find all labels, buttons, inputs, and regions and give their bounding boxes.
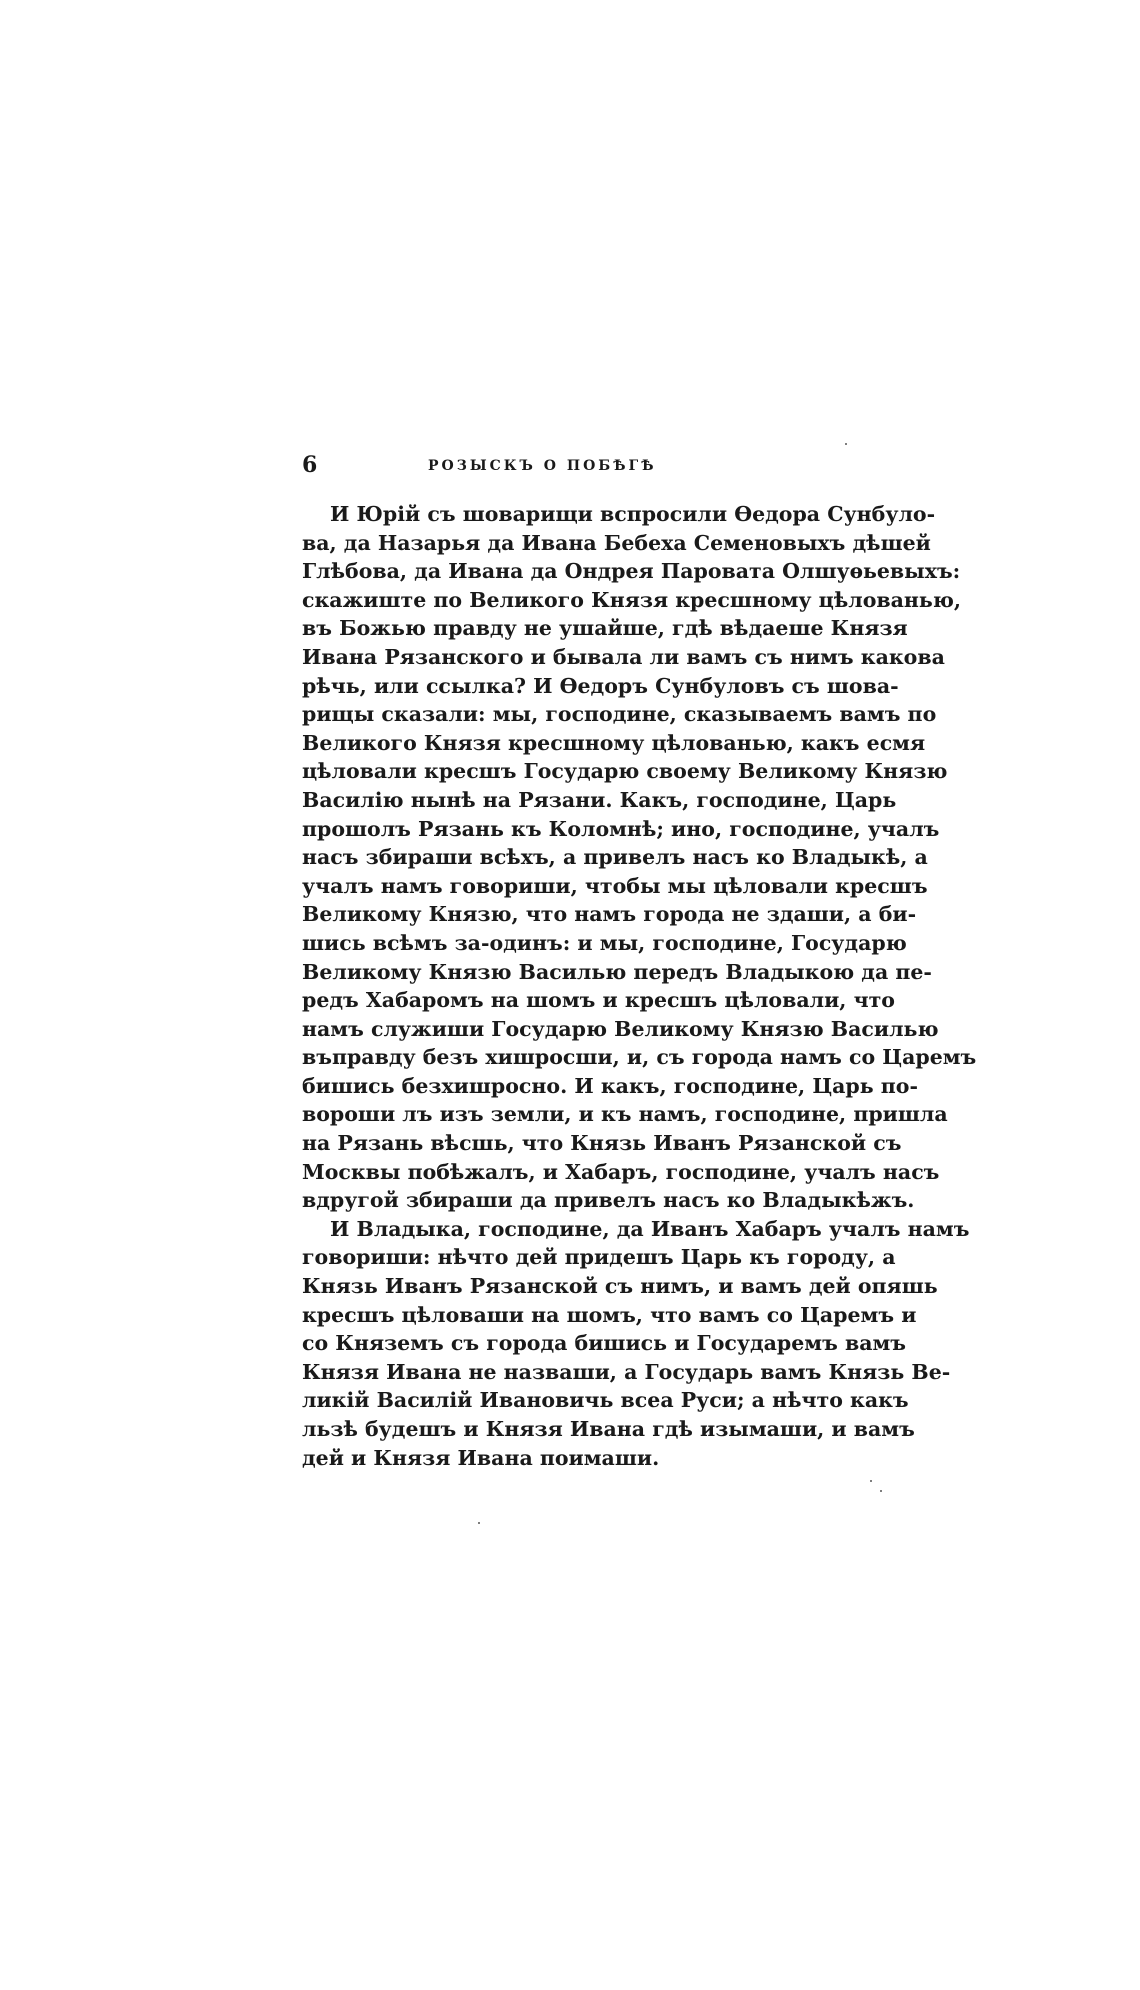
text-line: бишись безхишросно. И какъ, господине, Царь по- xyxy=(302,1073,918,1098)
text-line: прошолъ Рязань къ Коломнѣ; ино, господине, учалъ xyxy=(302,816,940,841)
text-line: ва, да Назарья да Ивана Бебеха Семеновыхъ дѣшей xyxy=(302,530,931,555)
text-line: Великому Князю, что намъ города не здаши, а би- xyxy=(302,902,917,927)
text-line: намъ служиши Государю Великому Князю Василью xyxy=(302,1016,939,1041)
text-line: насъ збираши всѣхъ, а привелъ насъ ко Владыкѣ, а xyxy=(302,845,928,870)
text-line: вдругой збираши да привелъ насъ ко Владыкѣжъ. xyxy=(302,1188,915,1213)
text-line: говориши: нѣчто дей придешъ Царь къ городу, а xyxy=(302,1245,896,1270)
text-line: Василію нынѣ на Рязани. Какъ, господине, Царь xyxy=(302,787,897,812)
text-line: учалъ намъ говориши, чтобы мы цѣловали кресшъ xyxy=(302,873,928,898)
text-line: Великому Князю Василью передъ Владыкою да пе- xyxy=(302,959,932,984)
text-line: кресшъ цѣловаши на шомъ, что вамъ со Царемъ и xyxy=(302,1302,917,1327)
text-line: дей и Князя Ивана поимаши. xyxy=(302,1445,660,1470)
text-line: въправду безъ хишросши, и, съ города намъ со Царемъ xyxy=(302,1045,977,1070)
text-line: И Юрій съ шоварищи вспросили Ѳедора Сунбуло- xyxy=(330,502,936,526)
text-line: на Рязань вѣсшь, что Князь Иванъ Рязанской съ xyxy=(302,1131,902,1156)
text-line: скажиште по Великого Князя кресшному цѣлованью, xyxy=(302,587,961,612)
text-line: И Владыка, господине, да Иванъ Хабаръ учалъ намъ xyxy=(330,1216,970,1241)
page-number: 6 xyxy=(302,452,318,478)
text-line: Ивана Рязанского и бывала ли вамъ съ нимъ какова xyxy=(302,644,945,669)
text-line: льзѣ будешъ и Князя Ивана гдѣ изымаши, и вамъ xyxy=(302,1417,915,1441)
text-line: со Княземъ съ города бишись и Государемъ вамъ xyxy=(302,1331,907,1356)
running-title: РОЗЫСКЪ О ПОБѢГѢ xyxy=(428,458,657,474)
text-line: въ Божью правду не ушайше, гдѣ вѣдаеше Князя xyxy=(302,616,908,641)
text-line: цѣловали кресшъ Государю своему Великому Князю xyxy=(302,759,948,784)
text-line: Великого Князя кресшному цѣлованью, какъ есмя xyxy=(302,730,926,755)
scan-speck xyxy=(880,1490,882,1492)
scan-speck xyxy=(845,443,847,445)
text-line: вороши лъ изъ земли, и къ намъ, господине, пришла xyxy=(302,1102,948,1127)
text-line: шись всѣмъ за-одинъ: и мы, господине, Государю xyxy=(302,930,907,955)
text-line: рѣчь, или ссылка? И Ѳедоръ Сунбуловъ съ шова- xyxy=(302,673,899,698)
scan-speck xyxy=(870,1480,872,1482)
text-line: Князь Иванъ Рязанской съ нимъ, и вамъ дей опяшь xyxy=(302,1274,938,1299)
body-text xyxy=(302,500,977,1472)
text-line: редъ Хабаромъ на шомъ и кресшъ цѣловали, что xyxy=(302,988,895,1013)
text-line: рищы сказали: мы, господине, сказываемъ вамъ по xyxy=(302,702,937,727)
text-line: Глѣбова, да Ивана да Ондрея Паровата Олшуѳьевыхъ: xyxy=(302,559,961,584)
text-line: ликій Василій Ивановичь всеа Руси; а нѣчто какъ xyxy=(302,1388,909,1413)
text-line: Князя Ивана не назваши, а Государь вамъ Князь Ве- xyxy=(302,1359,951,1384)
text-line: Москвы побѣжалъ, и Хабаръ, господине, учалъ насъ xyxy=(302,1159,940,1184)
scan-speck xyxy=(478,1522,480,1524)
running-head xyxy=(302,450,902,480)
